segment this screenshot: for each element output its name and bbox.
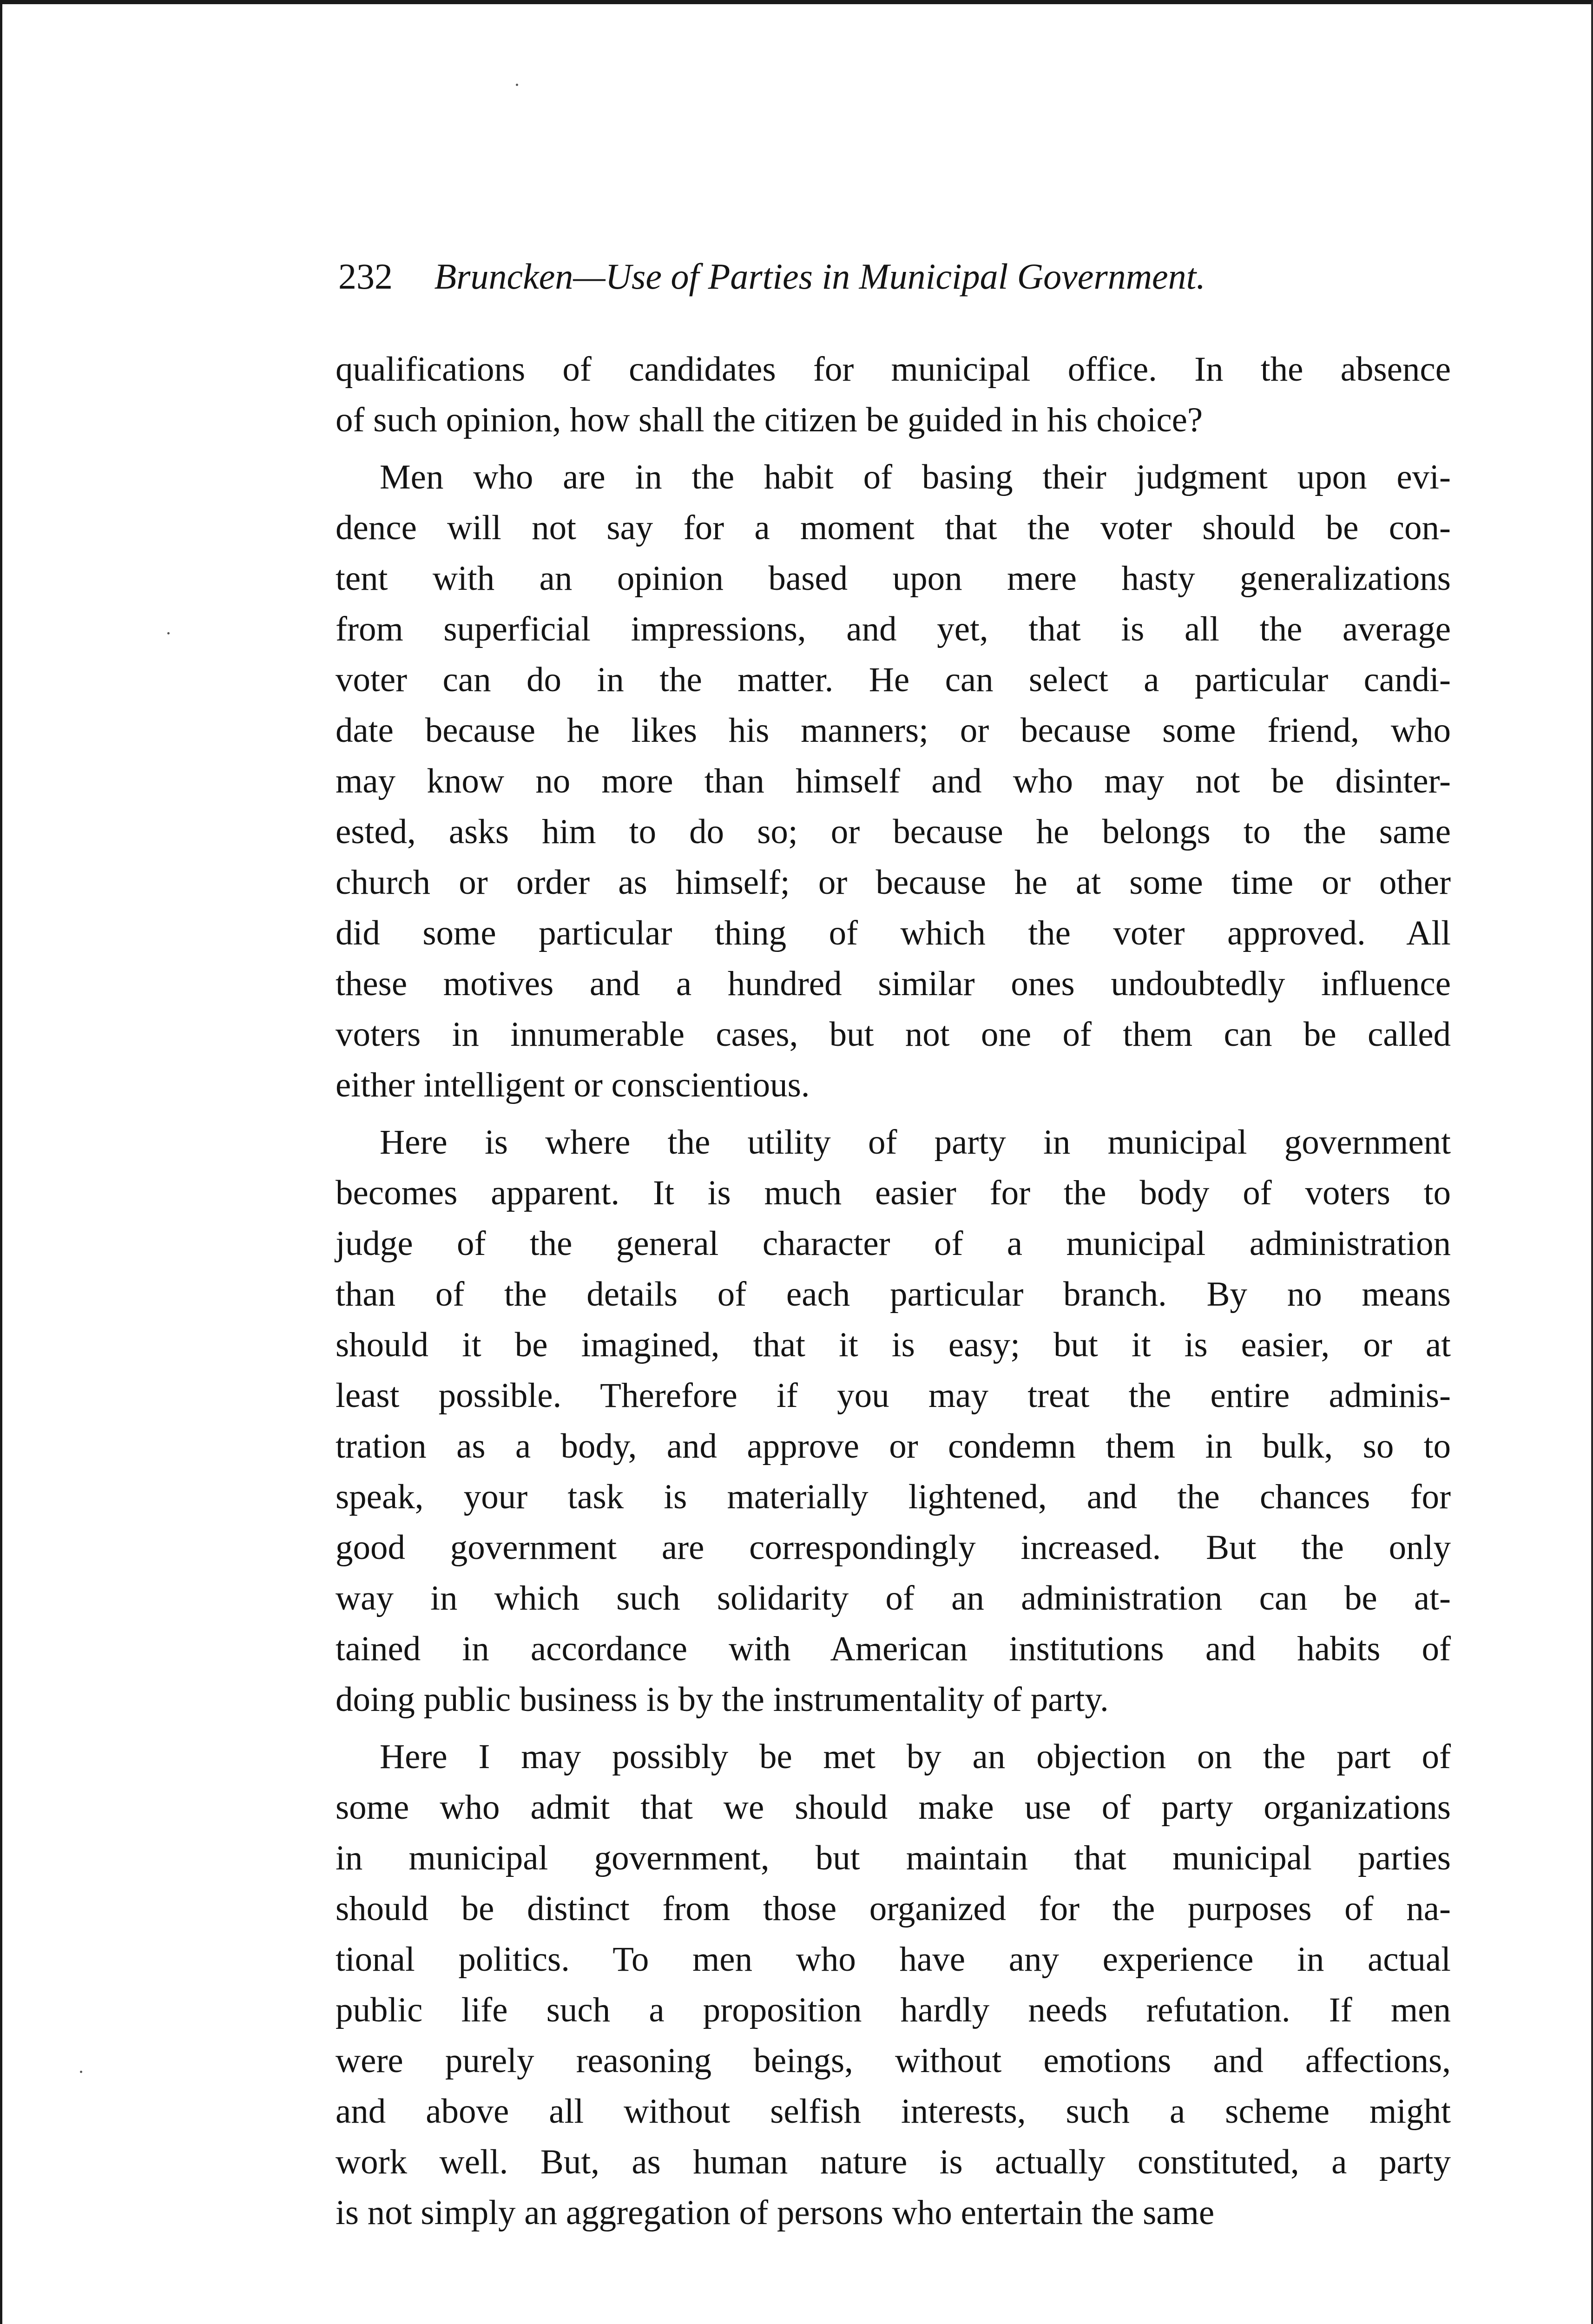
text-line: qualifications of candidates for municipal office. In the absence xyxy=(336,350,1451,389)
text-line: least possible. Therefore if you may treat the entire adminis- xyxy=(336,1376,1451,1415)
paragraph xyxy=(336,1117,1451,1725)
page-number: 232 xyxy=(338,256,393,297)
text-line: church or order as himself; or because he at some time or other xyxy=(336,863,1451,902)
paragraph xyxy=(336,344,1451,445)
text-line: Men who are in the habit of basing their judgment upon evi- xyxy=(380,458,1451,496)
running-title: Bruncken—Use of Parties in Municipal Government. xyxy=(434,256,1205,297)
text-line: work well. But, as human nature is actually constituted, a party xyxy=(336,2143,1451,2181)
text-line: public life such a proposition hardly needs refutation. If men xyxy=(336,1991,1451,2029)
text-line: way in which such solidarity of an administration can be at- xyxy=(336,1579,1451,1618)
text-line: either intelligent or conscientious. xyxy=(336,1066,810,1104)
body-text xyxy=(336,344,1451,2238)
scan-speck xyxy=(80,2071,82,2073)
paragraph xyxy=(336,1731,1451,2238)
text-line: tained in accordance with American institutions and habits of xyxy=(336,1630,1451,1668)
scan-speck xyxy=(516,84,518,86)
text-line: in municipal government, but maintain that municipal parties xyxy=(336,1839,1451,1877)
text-line: voters in innumerable cases, but not one of them can be called xyxy=(336,1015,1451,1054)
text-line: tent with an opinion based upon mere hasty generalizations xyxy=(336,559,1451,598)
text-line: judge of the general character of a municipal administration xyxy=(336,1224,1451,1263)
text-line: did some particular thing of which the voter approved. All xyxy=(336,914,1451,952)
text-line: good government are correspondingly increased. But the only xyxy=(336,1528,1451,1567)
text-line: doing public business is by the instrumentality of party. xyxy=(336,1680,1109,1719)
text-line: voter can do in the matter. He can select a particular candi- xyxy=(336,660,1451,699)
text-line: than of the details of each particular branch. By no means xyxy=(336,1275,1451,1314)
text-line: some who admit that we should make use of party organizations xyxy=(336,1788,1451,1827)
text-line: Here I may possibly be met by an objection on the part of xyxy=(380,1737,1451,1776)
text-line: these motives and a hundred similar ones undoubtedly influence xyxy=(336,964,1451,1003)
text-line: may know no more than himself and who may not be disinter- xyxy=(336,762,1451,800)
text-line: tional politics. To men who have any experience in actual xyxy=(336,1940,1451,1979)
text-line: and above all without selfish interests, such a scheme might xyxy=(336,2092,1451,2131)
running-head xyxy=(338,251,1389,302)
text-line: should it be imagined, that it is easy; but it is easier, or at xyxy=(336,1326,1451,1364)
text-line: from superficial impressions, and yet, that is all the average xyxy=(336,610,1451,648)
text-line: Here is where the utility of party in municipal government xyxy=(380,1123,1451,1162)
text-line: becomes apparent. It is much easier for the body of voters to xyxy=(336,1174,1451,1212)
text-line: is not simply an aggregation of persons who entertain the same xyxy=(336,2193,1215,2232)
text-line: were purely reasoning beings, without emotions and affections, xyxy=(336,2041,1451,2080)
text-line: should be distinct from those organized for the purposes of na- xyxy=(336,1889,1451,1928)
text-line: dence will not say for a moment that the voter should be con- xyxy=(336,508,1451,547)
text-line: of such opinion, how shall the citizen be guided in his choice? xyxy=(336,401,1203,439)
text-line: tration as a body, and approve or condemn them in bulk, so to xyxy=(336,1427,1451,1466)
paragraph xyxy=(336,452,1451,1110)
text-line: ested, asks him to do so; or because he belongs to the same xyxy=(336,812,1451,851)
text-line: speak, your task is materially lightened, and the chances for xyxy=(336,1478,1451,1516)
scan-speck xyxy=(167,632,170,634)
text-line: date because he likes his manners; or because some friend, who xyxy=(336,711,1451,750)
